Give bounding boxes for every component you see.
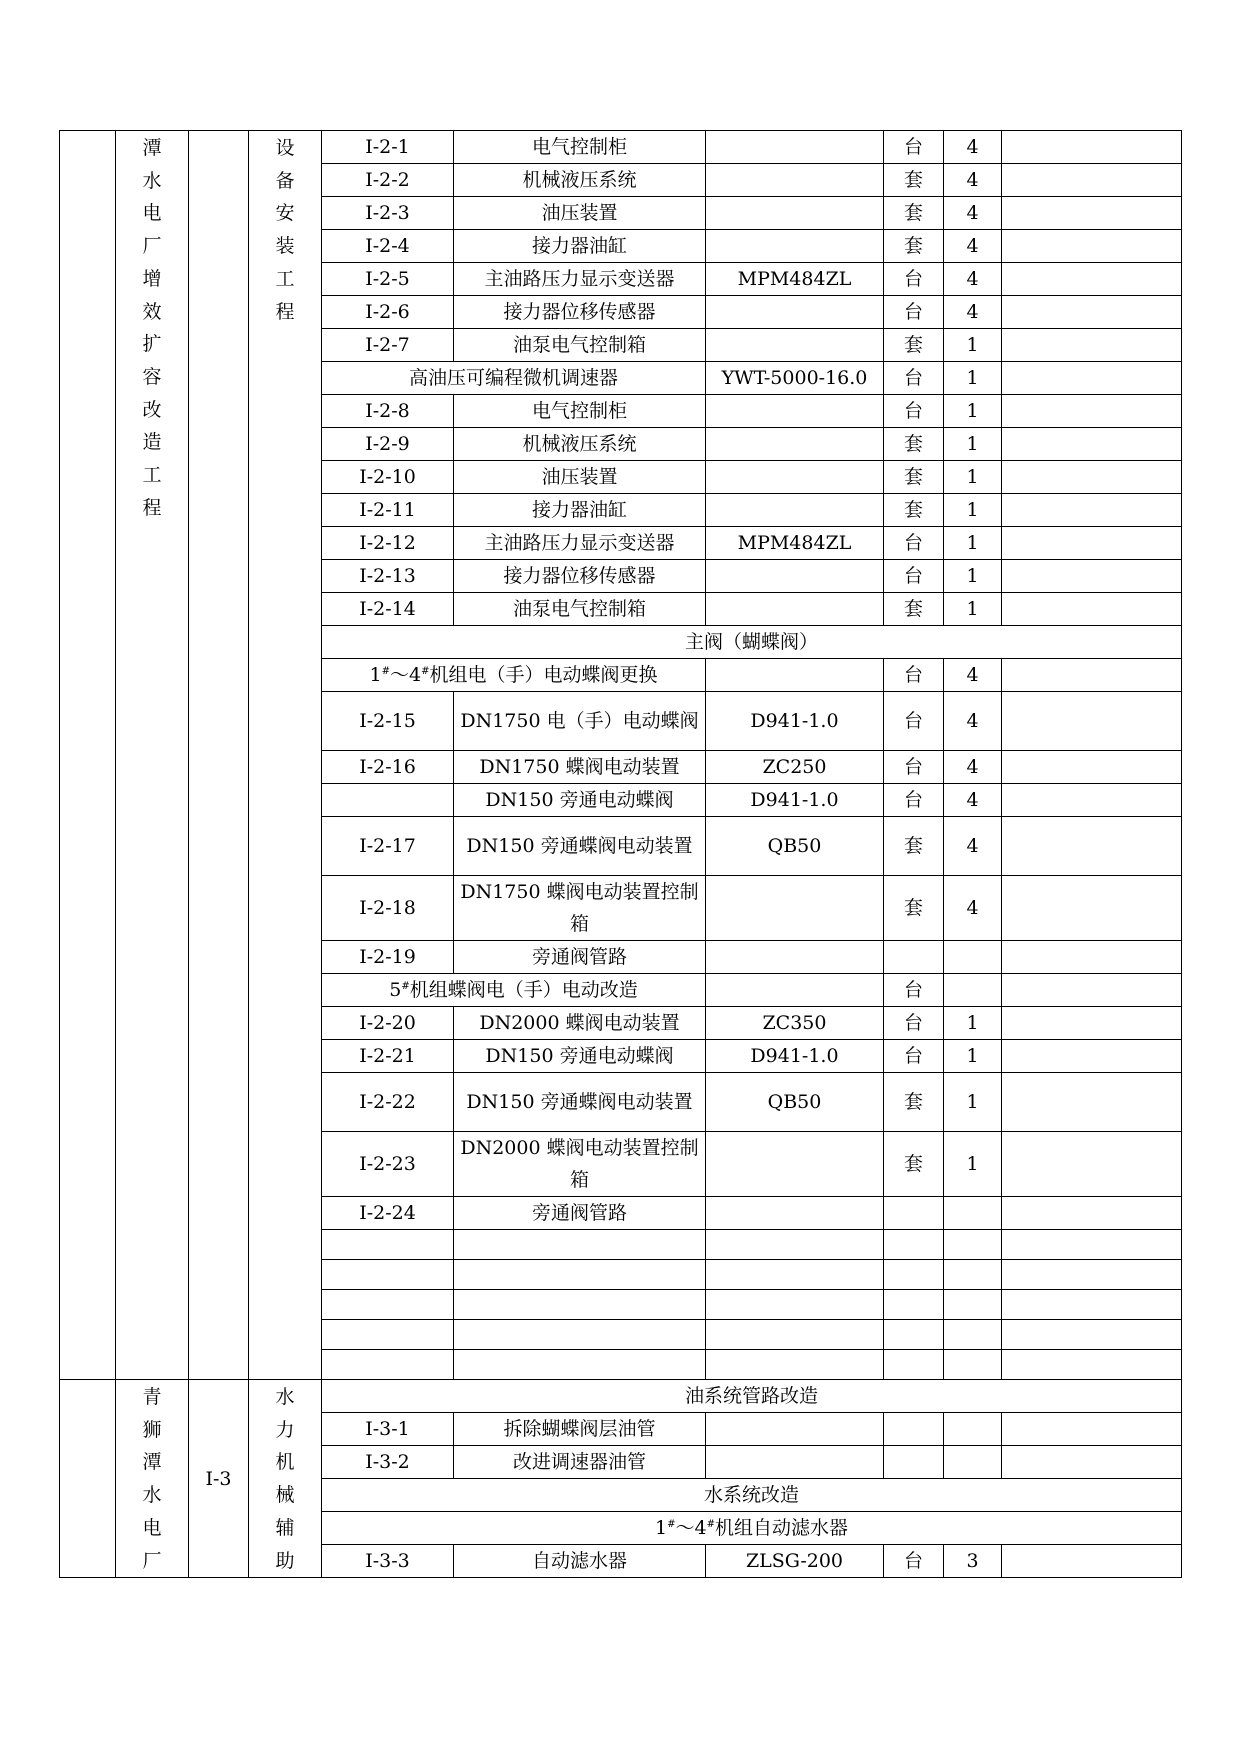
item-code-cell: I-2-14 <box>322 593 454 626</box>
model-cell <box>706 560 884 593</box>
unit-cell <box>884 1290 944 1320</box>
note-cell <box>1002 1040 1182 1073</box>
item-code-cell: I-3-3 <box>322 1545 454 1578</box>
unit-cell: 套 <box>884 494 944 527</box>
note-cell <box>1002 362 1182 395</box>
unit-cell: 套 <box>884 593 944 626</box>
qty-cell <box>944 941 1002 974</box>
item-code-cell: I-2-9 <box>322 428 454 461</box>
note-cell <box>1002 1545 1182 1578</box>
qty-cell: 4 <box>944 876 1002 941</box>
note-cell <box>1002 784 1182 817</box>
subheading-cell: 水系统改造 <box>322 1479 1182 1512</box>
item-code-cell: I-2-11 <box>322 494 454 527</box>
category-cell: 设 备 安 装 工 程 <box>249 131 322 1380</box>
item-code-cell: I-2-18 <box>322 876 454 941</box>
item-name-cell: 旁通阀管路 <box>454 1197 706 1230</box>
item-name-cell: DN1750 蝶阀电动装置 <box>454 751 706 784</box>
model-cell <box>706 164 884 197</box>
item-code-cell <box>322 1290 454 1320</box>
note-cell <box>1002 296 1182 329</box>
unit-cell: 台 <box>884 659 944 692</box>
qty-cell: 1 <box>944 593 1002 626</box>
note-cell <box>1002 1413 1182 1446</box>
qty-cell: 1 <box>944 395 1002 428</box>
note-cell <box>1002 692 1182 751</box>
note-cell <box>1002 1260 1182 1290</box>
unit-cell <box>884 941 944 974</box>
item-code-cell: I-2-19 <box>322 941 454 974</box>
model-cell <box>706 974 884 1007</box>
item-code-cell: I-2-16 <box>322 751 454 784</box>
subheading-cell: 油系统管路改造 <box>322 1380 1182 1413</box>
unit-cell: 台 <box>884 751 944 784</box>
model-cell: YWT-5000-16.0 <box>706 362 884 395</box>
item-code-cell: I-3-2 <box>322 1446 454 1479</box>
note-cell <box>1002 1132 1182 1197</box>
item-name-cell <box>454 1350 706 1380</box>
unit-cell <box>884 1350 944 1380</box>
note-cell <box>1002 461 1182 494</box>
model-cell <box>706 1197 884 1230</box>
model-cell <box>706 1230 884 1260</box>
model-cell <box>706 659 884 692</box>
item-name-cell: 主油路压力显示变送器 <box>454 263 706 296</box>
unit-cell: 套 <box>884 461 944 494</box>
model-cell: QB50 <box>706 817 884 876</box>
note-cell <box>1002 1073 1182 1132</box>
model-cell <box>706 230 884 263</box>
unit-cell: 台 <box>884 1040 944 1073</box>
item-name-cell: 自动滤水器 <box>454 1545 706 1578</box>
table-heading-row <box>60 1380 1182 1413</box>
qty-cell: 4 <box>944 296 1002 329</box>
qty-cell <box>944 1413 1002 1446</box>
qty-cell: 4 <box>944 131 1002 164</box>
unit-cell: 套 <box>884 1073 944 1132</box>
item-name-cell: 油泵电气控制箱 <box>454 593 706 626</box>
model-cell <box>706 1320 884 1350</box>
model-cell <box>706 461 884 494</box>
model-cell: D941-1.0 <box>706 784 884 817</box>
note-cell <box>1002 197 1182 230</box>
unit-cell <box>884 1260 944 1290</box>
item-name-cell: 油压装置 <box>454 461 706 494</box>
item-name-cell: 接力器位移传感器 <box>454 560 706 593</box>
qty-cell: 1 <box>944 329 1002 362</box>
unit-cell: 台 <box>884 1007 944 1040</box>
note-cell <box>1002 876 1182 941</box>
project-name-cell: 青 狮 潭 水 电 厂 <box>116 1380 189 1578</box>
item-code-cell: I-2-5 <box>322 263 454 296</box>
qty-cell <box>944 1350 1002 1380</box>
model-cell <box>706 131 884 164</box>
qty-cell: 1 <box>944 1040 1002 1073</box>
item-name-cell: 主油路压力显示变送器 <box>454 527 706 560</box>
qty-cell <box>944 1197 1002 1230</box>
item-name-cell: DN150 旁通蝶阀电动装置 <box>454 1073 706 1132</box>
index-cell <box>60 131 116 1380</box>
model-cell: MPM484ZL <box>706 263 884 296</box>
unit-cell: 台 <box>884 362 944 395</box>
item-name-cell <box>454 1260 706 1290</box>
note-cell <box>1002 974 1182 1007</box>
model-cell <box>706 1350 884 1380</box>
index-cell <box>60 1380 116 1578</box>
qty-cell <box>944 1320 1002 1350</box>
model-cell: ZC350 <box>706 1007 884 1040</box>
qty-cell: 1 <box>944 527 1002 560</box>
unit-cell: 台 <box>884 784 944 817</box>
qty-cell: 4 <box>944 659 1002 692</box>
model-cell <box>706 593 884 626</box>
qty-cell: 4 <box>944 263 1002 296</box>
unit-cell <box>884 1320 944 1350</box>
equipment-list-table <box>59 130 1182 1578</box>
unit-cell: 套 <box>884 428 944 461</box>
model-cell: MPM484ZL <box>706 527 884 560</box>
item-code-cell: I-2-6 <box>322 296 454 329</box>
qty-cell: 4 <box>944 817 1002 876</box>
unit-cell: 台 <box>884 692 944 751</box>
note-cell <box>1002 1350 1182 1380</box>
unit-cell: 套 <box>884 197 944 230</box>
item-code-cell <box>322 1320 454 1350</box>
unit-cell: 台 <box>884 527 944 560</box>
note-cell <box>1002 560 1182 593</box>
item-name-cell: 改进调速器油管 <box>454 1446 706 1479</box>
item-code-cell: I-2-13 <box>322 560 454 593</box>
item-name-cell: DN150 旁通电动蝶阀 <box>454 784 706 817</box>
item-code-cell <box>322 784 454 817</box>
table-body <box>60 131 1182 1578</box>
unit-cell: 套 <box>884 164 944 197</box>
model-cell: ZC250 <box>706 751 884 784</box>
item-name-cell <box>454 1290 706 1320</box>
qty-cell: 4 <box>944 751 1002 784</box>
item-code-cell: I-2-8 <box>322 395 454 428</box>
qty-cell: 1 <box>944 461 1002 494</box>
model-cell <box>706 428 884 461</box>
item-code-cell <box>322 1350 454 1380</box>
note-cell <box>1002 263 1182 296</box>
model-cell <box>706 1132 884 1197</box>
unit-cell: 台 <box>884 1545 944 1578</box>
unit-cell <box>884 1446 944 1479</box>
note-cell <box>1002 1197 1182 1230</box>
item-name-cell: 接力器油缸 <box>454 494 706 527</box>
group-name-cell: 1#～4#机组电（手）电动蝶阀更换 <box>322 659 706 692</box>
item-name-cell: 电气控制柜 <box>454 131 706 164</box>
item-name-cell <box>454 1320 706 1350</box>
model-cell <box>706 329 884 362</box>
item-code-cell: I-2-3 <box>322 197 454 230</box>
model-cell: ZLSG-200 <box>706 1545 884 1578</box>
item-name-cell: 旁通阀管路 <box>454 941 706 974</box>
item-code-cell: I-2-2 <box>322 164 454 197</box>
note-cell <box>1002 230 1182 263</box>
item-name-cell: DN1750 电（手）电动蝶阀 <box>454 692 706 751</box>
item-name-cell: 接力器位移传感器 <box>454 296 706 329</box>
model-cell <box>706 1413 884 1446</box>
group-name-cell: 5#机组蝶阀电（手）电动改造 <box>322 974 706 1007</box>
model-cell <box>706 1260 884 1290</box>
item-code-cell: I-2-12 <box>322 527 454 560</box>
note-cell <box>1002 395 1182 428</box>
item-name-cell: DN150 旁通蝶阀电动装置 <box>454 817 706 876</box>
item-name-cell: DN2000 蝶阀电动装置控制箱 <box>454 1132 706 1197</box>
group-name-cell: 高油压可编程微机调速器 <box>322 362 706 395</box>
model-cell <box>706 876 884 941</box>
note-cell <box>1002 164 1182 197</box>
model-cell: D941-1.0 <box>706 692 884 751</box>
item-code-cell: I-2-17 <box>322 817 454 876</box>
unit-cell: 台 <box>884 131 944 164</box>
note-cell <box>1002 817 1182 876</box>
item-code-cell: I-2-4 <box>322 230 454 263</box>
model-cell <box>706 1290 884 1320</box>
item-code-cell <box>322 1260 454 1290</box>
unit-cell: 台 <box>884 560 944 593</box>
item-name-cell: 接力器油缸 <box>454 230 706 263</box>
item-code-cell: I-2-15 <box>322 692 454 751</box>
qty-cell: 4 <box>944 164 1002 197</box>
item-code-cell: I-2-23 <box>322 1132 454 1197</box>
note-cell <box>1002 131 1182 164</box>
item-name-cell: 机械液压系统 <box>454 164 706 197</box>
unit-cell: 套 <box>884 1132 944 1197</box>
subheading-cell: 主阀（蝴蝶阀） <box>322 626 1182 659</box>
model-cell <box>706 1446 884 1479</box>
note-cell <box>1002 659 1182 692</box>
unit-cell: 台 <box>884 296 944 329</box>
note-cell <box>1002 1320 1182 1350</box>
qty-cell: 1 <box>944 1007 1002 1040</box>
qty-cell: 1 <box>944 1073 1002 1132</box>
category-cell: 水 力 机 械 辅 助 <box>249 1380 322 1578</box>
item-code-cell: I-2-22 <box>322 1073 454 1132</box>
note-cell <box>1002 1007 1182 1040</box>
item-code-cell: I-2-1 <box>322 131 454 164</box>
note-cell <box>1002 527 1182 560</box>
note-cell <box>1002 1290 1182 1320</box>
unit-cell: 套 <box>884 230 944 263</box>
note-cell <box>1002 1446 1182 1479</box>
qty-cell: 1 <box>944 560 1002 593</box>
unit-cell: 台 <box>884 263 944 296</box>
note-cell <box>1002 751 1182 784</box>
qty-cell: 4 <box>944 197 1002 230</box>
note-cell <box>1002 329 1182 362</box>
unit-cell <box>884 1413 944 1446</box>
qty-cell: 3 <box>944 1545 1002 1578</box>
qty-cell <box>944 1446 1002 1479</box>
subheading-cell: 1#～4#机组自动滤水器 <box>322 1512 1182 1545</box>
qty-cell: 1 <box>944 1132 1002 1197</box>
note-cell <box>1002 494 1182 527</box>
item-name-cell: DN1750 蝶阀电动装置控制箱 <box>454 876 706 941</box>
unit-cell <box>884 1197 944 1230</box>
unit-cell <box>884 1230 944 1260</box>
item-name-cell: 油压装置 <box>454 197 706 230</box>
section-code-cell: I-3 <box>189 1380 249 1578</box>
unit-cell: 台 <box>884 395 944 428</box>
item-code-cell: I-2-24 <box>322 1197 454 1230</box>
model-cell <box>706 197 884 230</box>
model-cell <box>706 494 884 527</box>
note-cell <box>1002 428 1182 461</box>
item-code-cell: I-2-20 <box>322 1007 454 1040</box>
qty-cell <box>944 1260 1002 1290</box>
table-row <box>60 131 1182 164</box>
note-cell <box>1002 941 1182 974</box>
qty-cell: 4 <box>944 230 1002 263</box>
unit-cell: 套 <box>884 817 944 876</box>
item-code-cell: I-2-21 <box>322 1040 454 1073</box>
model-cell <box>706 296 884 329</box>
qty-cell: 4 <box>944 692 1002 751</box>
item-name-cell: 拆除蝴蝶阀层油管 <box>454 1413 706 1446</box>
unit-cell: 套 <box>884 329 944 362</box>
item-code-cell: I-2-7 <box>322 329 454 362</box>
project-name-cell: 潭 水 电 厂 增 效 扩 容 改 造 工 程 <box>116 131 189 1380</box>
item-name-cell: 电气控制柜 <box>454 395 706 428</box>
qty-cell <box>944 1290 1002 1320</box>
note-cell <box>1002 1230 1182 1260</box>
model-cell: QB50 <box>706 1073 884 1132</box>
qty-cell: 1 <box>944 494 1002 527</box>
item-name-cell: DN2000 蝶阀电动装置 <box>454 1007 706 1040</box>
qty-cell: 4 <box>944 784 1002 817</box>
unit-cell: 台 <box>884 974 944 1007</box>
qty-cell <box>944 1230 1002 1260</box>
section-code-cell <box>189 131 249 1380</box>
note-cell <box>1002 593 1182 626</box>
model-cell: D941-1.0 <box>706 1040 884 1073</box>
model-cell <box>706 941 884 974</box>
model-cell <box>706 395 884 428</box>
item-code-cell: I-2-10 <box>322 461 454 494</box>
item-name-cell: 机械液压系统 <box>454 428 706 461</box>
qty-cell <box>944 974 1002 1007</box>
item-name-cell: DN150 旁通电动蝶阀 <box>454 1040 706 1073</box>
item-name-cell: 油泵电气控制箱 <box>454 329 706 362</box>
qty-cell: 1 <box>944 428 1002 461</box>
qty-cell: 1 <box>944 362 1002 395</box>
item-name-cell <box>454 1230 706 1260</box>
item-code-cell <box>322 1230 454 1260</box>
item-code-cell: I-3-1 <box>322 1413 454 1446</box>
unit-cell: 套 <box>884 876 944 941</box>
